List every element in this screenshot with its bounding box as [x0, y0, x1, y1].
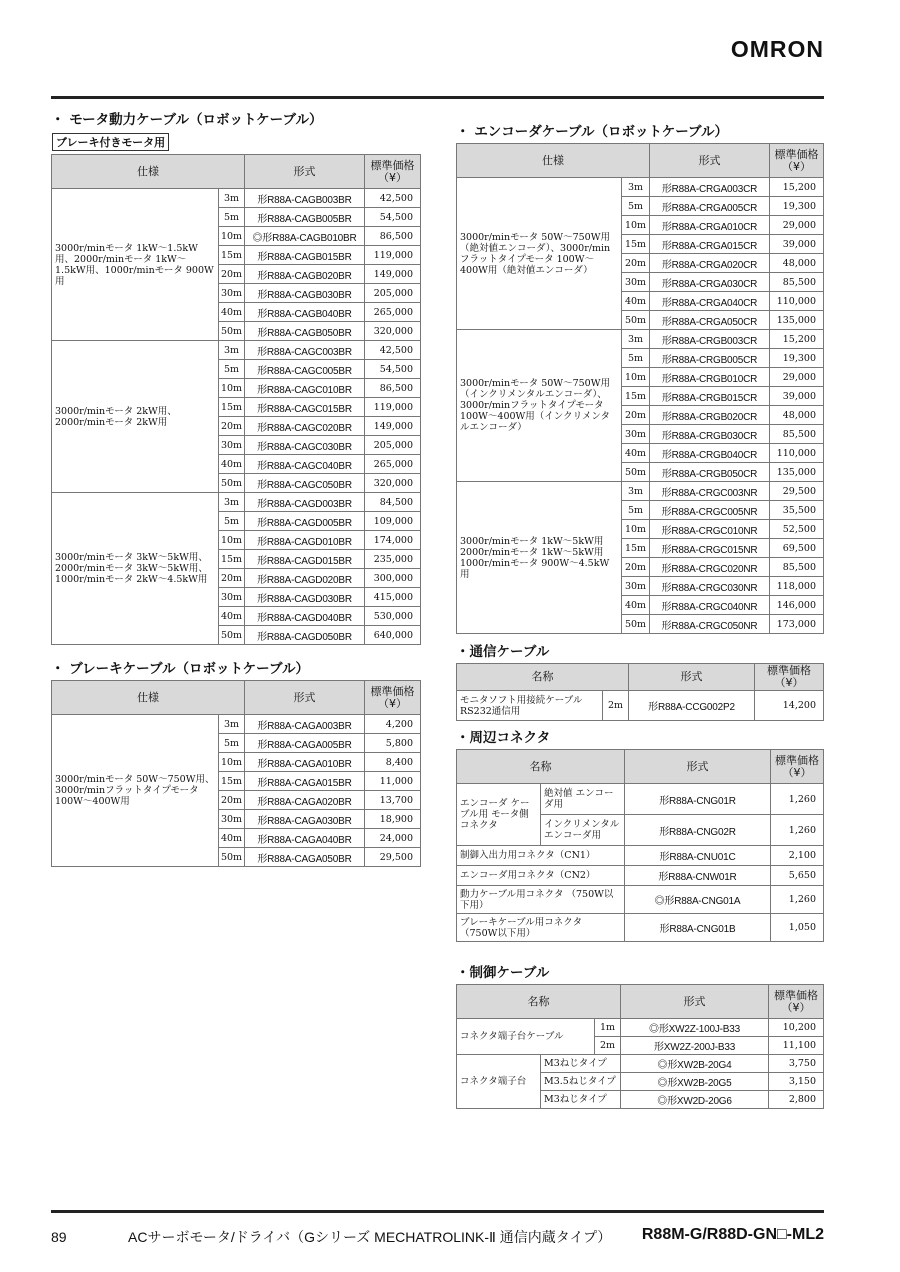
length-cell: 10m: [219, 753, 245, 772]
price-cell: 10,200: [769, 1019, 824, 1037]
model-cell: 形R88A-CAGD005BR: [245, 512, 365, 531]
length-cell: 40m: [622, 444, 650, 463]
table-row: [457, 914, 824, 942]
spec-cell: 3000r/minモータ 1kW～5kW用 2000r/minモータ 1kW～5kW用 1000r/minモータ 900W～4.5kW用: [457, 482, 622, 634]
length-cell: 15m: [219, 398, 245, 417]
price-cell: 13,700: [365, 791, 421, 810]
sub-name-cell: 絶対値 エンコーダ用: [541, 784, 625, 815]
footer-title: ACサーボモータ/ドライバ（Gシリーズ MECHATROLINK-Ⅱ 通信内蔵タイプ）: [128, 1229, 612, 1245]
length-cell: 10m: [219, 379, 245, 398]
length-cell: 10m: [622, 216, 650, 235]
model-cell: 形R88A-CAGD020BR: [245, 569, 365, 588]
header-model: 形式: [629, 664, 755, 691]
model-cell: 形R88A-CNG02R: [625, 815, 771, 846]
price-cell: 15,200: [770, 330, 824, 349]
price-cell: 149,000: [365, 417, 421, 436]
price-cell: 640,000: [365, 626, 421, 645]
price-cell: 205,000: [365, 436, 421, 455]
model-cell: 形XW2Z-200J-B33: [621, 1037, 769, 1055]
header-model: 形式: [625, 750, 771, 784]
price-cell: 19,300: [770, 349, 824, 368]
length-cell: 50m: [219, 474, 245, 493]
price-cell: 39,000: [770, 387, 824, 406]
control-table: [456, 984, 824, 1109]
model-cell: 形R88A-CAGC005BR: [245, 360, 365, 379]
price-cell: 29,500: [365, 848, 421, 867]
header-rule: [51, 96, 824, 99]
price-cell: 11,100: [769, 1037, 824, 1055]
length-cell: 3m: [622, 482, 650, 501]
model-cell: 形R88A-CRGA015CR: [650, 235, 770, 254]
footer-rule: [51, 1210, 824, 1213]
model-cell: 形R88A-CRGC050NR: [650, 615, 770, 634]
motor-power-title: ・ モータ動力ケーブル（ロボットケーブル）: [51, 112, 323, 128]
model-cell: 形R88A-CAGC050BR: [245, 474, 365, 493]
length-cell: 30m: [622, 273, 650, 292]
price-cell: 415,000: [365, 588, 421, 607]
model-cell: 形R88A-CRGC020NR: [650, 558, 770, 577]
table-row: [457, 482, 824, 501]
table-row: [457, 178, 824, 197]
header-name: 名称: [457, 750, 625, 784]
brake-title: ・ ブレーキケーブル（ロボットケーブル）: [51, 661, 309, 677]
brake-motor-tag: ブレーキ付きモータ用: [52, 133, 169, 151]
price-cell: 3,150: [769, 1073, 824, 1091]
motor-power-table: [51, 154, 421, 645]
model-cell: 形R88A-CAGD003BR: [245, 493, 365, 512]
price-cell: 86,500: [365, 379, 421, 398]
length-cell: 15m: [219, 550, 245, 569]
length-cell: 3m: [219, 715, 245, 734]
model-cell: 形R88A-CRGC040NR: [650, 596, 770, 615]
price-cell: 320,000: [365, 322, 421, 341]
price-cell: 52,500: [770, 520, 824, 539]
name-cell: 動力ケーブル用コネクタ （750W以下用）: [457, 886, 625, 914]
length-cell: 5m: [622, 349, 650, 368]
omron-logo: OMRON: [730, 36, 824, 62]
length-cell: 10m: [219, 227, 245, 246]
length-cell: 30m: [219, 284, 245, 303]
group-name-cell: コネクタ端子台ケーブル: [457, 1019, 595, 1055]
sub-name-cell: M3ねじタイプ: [541, 1055, 621, 1073]
model-cell: 形R88A-CAGD030BR: [245, 588, 365, 607]
table-row: [457, 886, 824, 914]
encoder-body: [457, 178, 824, 634]
model-cell: ◎形XW2B-20G4: [621, 1055, 769, 1073]
price-cell: 149,000: [365, 265, 421, 284]
table-row: [457, 1019, 824, 1037]
model-cell: 形R88A-CAGB020BR: [245, 265, 365, 284]
model-cell: 形R88A-CRGB020CR: [650, 406, 770, 425]
length-cell: 10m: [622, 368, 650, 387]
table-row: [457, 330, 824, 349]
length-cell: 40m: [622, 292, 650, 311]
model-cell: ◎形XW2D-20G6: [621, 1091, 769, 1109]
model-cell: ◎形XW2Z-100J-B33: [621, 1019, 769, 1037]
length-cell: 10m: [622, 520, 650, 539]
model-cell: 形R88A-CAGB050BR: [245, 322, 365, 341]
model-cell: 形R88A-CRGB050CR: [650, 463, 770, 482]
length-cell: 5m: [219, 208, 245, 227]
price-cell: 4,200: [365, 715, 421, 734]
price-cell: 119,000: [365, 246, 421, 265]
header-spec: 仕様: [457, 144, 650, 178]
price-cell: 42,500: [365, 341, 421, 360]
price-cell: 69,500: [770, 539, 824, 558]
model-cell: 形R88A-CAGC040BR: [245, 455, 365, 474]
length-cell: 30m: [219, 588, 245, 607]
group-name-cell: コネクタ端子台: [457, 1055, 541, 1109]
length-cell: 40m: [219, 455, 245, 474]
model-cell: 形R88A-CRGB040CR: [650, 444, 770, 463]
length-cell: 15m: [219, 772, 245, 791]
model-cell: 形R88A-CNG01B: [625, 914, 771, 942]
price-cell: 110,000: [770, 444, 824, 463]
price-cell: 530,000: [365, 607, 421, 626]
model-cell: 形R88A-CAGC003BR: [245, 341, 365, 360]
length-cell: 50m: [622, 463, 650, 482]
price-cell: 1,260: [771, 886, 824, 914]
table-row: [52, 189, 421, 208]
model-cell: 形R88A-CAGA003BR: [245, 715, 365, 734]
model-cell: 形R88A-CNU01C: [625, 846, 771, 866]
length-cell: 15m: [219, 246, 245, 265]
price-cell: 118,000: [770, 577, 824, 596]
length-cell: 2m: [603, 691, 629, 721]
price-cell: 5,800: [365, 734, 421, 753]
sub-name-cell: インクリメンタル エンコーダ用: [541, 815, 625, 846]
model-cell: 形R88A-CRGB003CR: [650, 330, 770, 349]
model-cell: 形R88A-CNW01R: [625, 866, 771, 886]
price-cell: 39,000: [770, 235, 824, 254]
length-cell: 5m: [219, 512, 245, 531]
length-cell: 5m: [622, 501, 650, 520]
length-cell: 20m: [219, 265, 245, 284]
length-cell: 15m: [622, 539, 650, 558]
model-cell: 形R88A-CRGA003CR: [650, 178, 770, 197]
length-cell: 20m: [622, 406, 650, 425]
length-cell: 20m: [219, 417, 245, 436]
header-price: 標準価格（¥）: [771, 750, 824, 784]
model-cell: 形R88A-CAGB040BR: [245, 303, 365, 322]
connectors-section: [456, 726, 823, 942]
length-cell: 3m: [622, 330, 650, 349]
sub-name-cell: M3ねじタイプ: [541, 1091, 621, 1109]
model-cell: 形R88A-CRGC005NR: [650, 501, 770, 520]
sub-name-cell: M3.5ねじタイプ: [541, 1073, 621, 1091]
price-cell: 85,500: [770, 273, 824, 292]
table-row: [52, 493, 421, 512]
brake-body: [52, 715, 421, 867]
table-row: [457, 846, 824, 866]
price-cell: 1,050: [771, 914, 824, 942]
brake-section: [51, 657, 420, 867]
model-cell: 形R88A-CAGC010BR: [245, 379, 365, 398]
header-model: 形式: [621, 985, 769, 1019]
control-title: ・制御ケーブル: [456, 965, 550, 981]
length-cell: 20m: [622, 254, 650, 273]
price-cell: 14,200: [755, 691, 824, 721]
length-cell: 50m: [219, 322, 245, 341]
length-cell: 20m: [219, 569, 245, 588]
length-cell: 5m: [622, 197, 650, 216]
model-cell: 形R88A-CAGC020BR: [245, 417, 365, 436]
model-cell: 形R88A-CRGA010CR: [650, 216, 770, 235]
table-row: [52, 715, 421, 734]
model-cell: 形R88A-CRGB030CR: [650, 425, 770, 444]
model-cell: 形R88A-CRGA020CR: [650, 254, 770, 273]
model-cell: 形R88A-CNG01R: [625, 784, 771, 815]
comm-section: [456, 640, 823, 721]
price-cell: 265,000: [365, 455, 421, 474]
length-cell: 30m: [622, 577, 650, 596]
model-cell: 形R88A-CAGB003BR: [245, 189, 365, 208]
length-cell: 3m: [219, 493, 245, 512]
length-cell: 50m: [219, 626, 245, 645]
control-section: [456, 961, 823, 1109]
price-cell: 1,260: [771, 784, 824, 815]
model-cell: 形R88A-CAGB005BR: [245, 208, 365, 227]
header-price: 標準価格（¥）: [365, 681, 421, 715]
model-cell: 形R88A-CRGC015NR: [650, 539, 770, 558]
brake-table: [51, 680, 421, 867]
model-cell: 形R88A-CRGA005CR: [650, 197, 770, 216]
model-cell: 形R88A-CAGD015BR: [245, 550, 365, 569]
price-cell: 19,300: [770, 197, 824, 216]
price-cell: 54,500: [365, 360, 421, 379]
price-cell: 24,000: [365, 829, 421, 848]
table-row: [457, 1055, 824, 1073]
name-cell: モニタソフト用接続ケーブル RS232通信用: [457, 691, 603, 721]
encoder-title: ・ エンコーダケーブル（ロボットケーブル）: [456, 124, 728, 140]
model-cell: 形R88A-CRGC030NR: [650, 577, 770, 596]
length-cell: 15m: [622, 387, 650, 406]
motor-power-section: [51, 108, 420, 645]
spec-cell: 3000r/minモータ 50W～750W用（絶対値エンコーダ）、3000r/minフラットタイプモータ 100W～400W用（絶対値エンコーダ）: [457, 178, 622, 330]
comm-title: ・通信ケーブル: [456, 644, 550, 660]
price-cell: 119,000: [365, 398, 421, 417]
header-spec: 仕様: [52, 155, 245, 189]
price-cell: 29,000: [770, 216, 824, 235]
price-cell: 8,400: [365, 753, 421, 772]
model-cell: 形R88A-CRGB005CR: [650, 349, 770, 368]
price-cell: 235,000: [365, 550, 421, 569]
price-cell: 15,200: [770, 178, 824, 197]
model-cell: 形R88A-CAGD010BR: [245, 531, 365, 550]
table-row: [457, 784, 824, 815]
footer-model: R88M-G/R88D-GN□-ML2: [641, 1226, 824, 1243]
length-cell: 30m: [622, 425, 650, 444]
price-cell: 205,000: [365, 284, 421, 303]
model-cell: 形R88A-CAGC015BR: [245, 398, 365, 417]
model-cell: 形R88A-CAGD040BR: [245, 607, 365, 626]
spec-cell: 3000r/minモータ 1kW～1.5kW用、2000r/minモータ 1kW～1.5kW用、1000r/minモータ 900W用: [52, 189, 219, 341]
spec-cell: 3000r/minモータ 3kW～5kW用、2000r/minモータ 3kW～5kW用、1000r/minモータ 2kW～4.5kW用: [52, 493, 219, 645]
motor-power-body: [52, 189, 421, 645]
header-model: 形式: [245, 681, 365, 715]
price-cell: 48,000: [770, 254, 824, 273]
price-cell: 173,000: [770, 615, 824, 634]
price-cell: 54,500: [365, 208, 421, 227]
model-cell: ◎形XW2B-20G5: [621, 1073, 769, 1091]
header-price: 標準価格（¥）: [365, 155, 421, 189]
spec-cell: 3000r/minモータ 50W～750W用、3000r/minフラットタイプモータ 100W～400W用: [52, 715, 219, 867]
length-cell: 50m: [622, 311, 650, 330]
table-row: [457, 866, 824, 886]
price-cell: 135,000: [770, 311, 824, 330]
model-cell: 形R88A-CRGC010NR: [650, 520, 770, 539]
model-cell: 形R88A-CAGB015BR: [245, 246, 365, 265]
model-cell: 形R88A-CRGC003NR: [650, 482, 770, 501]
table-row: [457, 691, 824, 721]
name-cell: ブレーキケーブル用コネクタ （750W以下用）: [457, 914, 625, 942]
price-cell: 18,900: [365, 810, 421, 829]
price-cell: 35,500: [770, 501, 824, 520]
price-cell: 320,000: [365, 474, 421, 493]
group-name-cell: エンコーダ ケーブル用 モータ側コネクタ: [457, 784, 541, 846]
length-cell: 40m: [219, 303, 245, 322]
length-cell: 40m: [219, 829, 245, 848]
length-cell: 3m: [219, 341, 245, 360]
price-cell: 11,000: [365, 772, 421, 791]
price-cell: 2,800: [769, 1091, 824, 1109]
page-number: 89: [51, 1229, 67, 1245]
spec-cell: 3000r/minモータ 50W～750W用（インクリメンタルエンコーダ）、3000r/minフラットタイプモータ 100W～400W用（インクリメンタルエンコーダ）: [457, 330, 622, 482]
price-cell: 86,500: [365, 227, 421, 246]
model-cell: 形R88A-CAGA010BR: [245, 753, 365, 772]
model-cell: ◎形R88A-CAGB010BR: [245, 227, 365, 246]
model-cell: 形R88A-CAGC030BR: [245, 436, 365, 455]
spec-cell: 3000r/minモータ 2kW用、2000r/minモータ 2kW用: [52, 341, 219, 493]
model-cell: 形R88A-CCG002P2: [629, 691, 755, 721]
model-cell: 形R88A-CRGB010CR: [650, 368, 770, 387]
header-price: 標準価格（¥）: [769, 985, 824, 1019]
length-cell: 40m: [219, 607, 245, 626]
price-cell: 135,000: [770, 463, 824, 482]
model-cell: 形R88A-CAGA030BR: [245, 810, 365, 829]
model-cell: 形R88A-CAGA020BR: [245, 791, 365, 810]
header-name: 名称: [457, 664, 629, 691]
price-cell: 29,000: [770, 368, 824, 387]
price-cell: 48,000: [770, 406, 824, 425]
price-cell: 3,750: [769, 1055, 824, 1073]
length-cell: 20m: [622, 558, 650, 577]
model-cell: 形R88A-CAGA015BR: [245, 772, 365, 791]
length-cell: 15m: [622, 235, 650, 254]
price-cell: 265,000: [365, 303, 421, 322]
length-cell: 40m: [622, 596, 650, 615]
model-cell: 形R88A-CRGB015CR: [650, 387, 770, 406]
price-cell: 146,000: [770, 596, 824, 615]
length-cell: 30m: [219, 436, 245, 455]
length-cell: 1m: [595, 1019, 621, 1037]
model-cell: 形R88A-CRGA030CR: [650, 273, 770, 292]
price-cell: 29,500: [770, 482, 824, 501]
encoder-table: [456, 143, 824, 634]
header-model: 形式: [650, 144, 770, 178]
model-cell: ◎形R88A-CNG01A: [625, 886, 771, 914]
header-name: 名称: [457, 985, 621, 1019]
model-cell: 形R88A-CRGA040CR: [650, 292, 770, 311]
table-row: [52, 341, 421, 360]
length-cell: 3m: [622, 178, 650, 197]
length-cell: 20m: [219, 791, 245, 810]
price-cell: 174,000: [365, 531, 421, 550]
name-cell: エンコーダ用コネクタ（CN2）: [457, 866, 625, 886]
length-cell: 3m: [219, 189, 245, 208]
name-cell: 制御入出力用コネクタ（CN1）: [457, 846, 625, 866]
length-cell: 50m: [219, 848, 245, 867]
price-cell: 5,650: [771, 866, 824, 886]
price-cell: 1,260: [771, 815, 824, 846]
length-cell: 50m: [622, 615, 650, 634]
model-cell: 形R88A-CRGA050CR: [650, 311, 770, 330]
model-cell: 形R88A-CAGB030BR: [245, 284, 365, 303]
price-cell: 110,000: [770, 292, 824, 311]
connectors-title: ・周辺コネクタ: [456, 730, 551, 746]
connectors-table: [456, 749, 824, 942]
length-cell: 30m: [219, 810, 245, 829]
price-cell: 109,000: [365, 512, 421, 531]
price-cell: 42,500: [365, 189, 421, 208]
price-cell: 85,500: [770, 558, 824, 577]
model-cell: 形R88A-CAGA050BR: [245, 848, 365, 867]
header-model: 形式: [245, 155, 365, 189]
model-cell: 形R88A-CAGA005BR: [245, 734, 365, 753]
price-cell: 85,500: [770, 425, 824, 444]
model-cell: 形R88A-CAGA040BR: [245, 829, 365, 848]
length-cell: 5m: [219, 360, 245, 379]
header-price: 標準価格（¥）: [770, 144, 824, 178]
header-price: 標準価格（¥）: [755, 664, 824, 691]
model-cell: 形R88A-CAGD050BR: [245, 626, 365, 645]
length-cell: 2m: [595, 1037, 621, 1055]
length-cell: 5m: [219, 734, 245, 753]
encoder-section: [456, 120, 823, 634]
price-cell: 84,500: [365, 493, 421, 512]
length-cell: 10m: [219, 531, 245, 550]
price-cell: 2,100: [771, 846, 824, 866]
price-cell: 300,000: [365, 569, 421, 588]
comm-table: [456, 663, 824, 721]
header-spec: 仕様: [52, 681, 245, 715]
